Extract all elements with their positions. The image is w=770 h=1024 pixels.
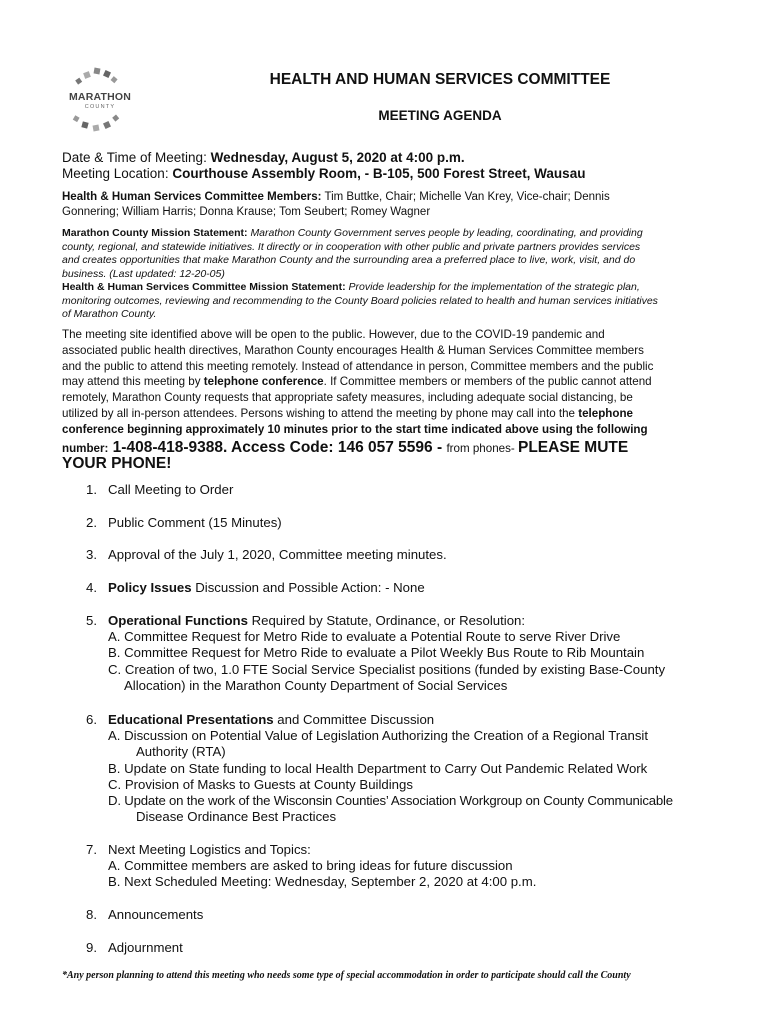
county-mission-statement — [62, 227, 712, 281]
item-text: Announcements — [108, 907, 204, 922]
item-number: 1. — [86, 482, 97, 497]
item-number: 5. — [86, 613, 97, 628]
subitem: A. Discussion on Potential Value of Legislation Authorizing the Creation of a Regional Transit — [108, 728, 649, 743]
agenda-subitems — [108, 858, 708, 891]
item-heading: Educational Presentations — [108, 712, 274, 727]
item-text: Public Comment (15 Minutes) — [108, 515, 282, 530]
item-text: Call Meeting to Order — [108, 482, 234, 497]
county-mission-label: Marathon County Mission Statement: — [62, 227, 248, 239]
meeting-location-value: Courthouse Assembly Room, - B-105, 500 Forest Street, Wausau — [172, 166, 586, 181]
members-line2: Gonnering; William Harris; Donna Krause; Tom Seubert; Romey Wagner — [62, 206, 431, 218]
meeting-date-value: Wednesday, August 5, 2020 at 4:00 p.m. — [210, 150, 465, 165]
subitem-continuation: Allocation) in the Marathon County Department of Social Services — [124, 677, 508, 693]
subitem: C. Provision of Masks to Guests at County Buildings — [108, 776, 413, 792]
agenda-subitems — [108, 728, 708, 826]
notice-text: . If Committee members or members of the public cannot attend — [323, 375, 652, 389]
subitem: A. Committee Request for Metro Ride to evaluate a Potential Route to serve River Drive — [108, 629, 621, 644]
item-number: 3. — [86, 547, 97, 562]
meeting-location — [62, 166, 585, 182]
notice-line: associated public health directives, Marathon County encourages Health & Human Services Committee members — [62, 343, 644, 357]
committee-mission-statement — [62, 281, 712, 322]
item-description: Discussion and Possible Action: - None — [191, 580, 425, 595]
notice-text: from phones- — [446, 441, 518, 455]
members-label: Health & Human Services Committee Members: — [62, 191, 322, 203]
logo-name: MARATHON — [68, 91, 132, 103]
item-number: 7. — [86, 842, 97, 857]
item-text — [108, 580, 708, 596]
phone-number: 1-408-418-9388. Access Code: 146 057 5596 - — [108, 438, 447, 456]
subitem: C. Creation of two, 1.0 FTE Social Service Specialist positions (funded by existing Base-County — [108, 661, 666, 677]
item-text — [108, 613, 708, 629]
county-mission-line1: Marathon County Government serves people by leading, coordinating, and providing — [250, 227, 643, 239]
county-mission-line4: business. (Last updated: 12-20-05) — [62, 267, 225, 280]
committee-mission-line2: monitoring outcomes, reviewing and recommending to the County Board policies related to health and human services initiatives — [62, 294, 658, 307]
notice-line: and the public to attend this meeting remotely. Instead of attendance in person, Committee members and the public — [62, 359, 654, 373]
meeting-date-label: Date & Time of Meeting: — [62, 150, 207, 165]
item-description: Required by Statute, Ordinance, or Resolution: — [247, 613, 526, 628]
notice-emphasis: conference beginning approximately 10 minutes prior to the start time indicated above using the following — [62, 422, 648, 436]
item-text: Adjournment — [108, 940, 183, 955]
covid-notice — [62, 327, 712, 473]
notice-emphasis: telephone conference — [203, 375, 324, 389]
item-text: Next Meeting Logistics and Topics: — [108, 842, 311, 857]
committee-members — [62, 190, 712, 220]
item-number: 6. — [86, 712, 97, 727]
subitem: A. Committee members are asked to bring ideas for future discussion — [108, 858, 513, 873]
subitem: D. Update on the work of the Wisconsin Counties’ Association Workgroup on County Communicable — [108, 793, 673, 809]
page-title: HEALTH AND HUMAN SERVICES COMMITTEE — [269, 71, 611, 88]
county-mission-line3: and creates opportunities that make Marathon County and the surrounding area a preferred place to live, work, visit, and do — [62, 254, 636, 266]
item-description: and Committee Discussion — [273, 712, 435, 727]
item-heading: Operational Functions — [108, 613, 248, 628]
members-line1: Tim Buttke, Chair; Michelle Van Krey, Vice-chair; Dennis — [324, 191, 610, 203]
committee-mission-label: Health & Human Services Committee Mission Statement: — [62, 281, 346, 293]
item-number: 8. — [86, 907, 97, 922]
subitem: B. Next Scheduled Meeting: Wednesday, September 2, 2020 at 4:00 p.m. — [108, 874, 537, 890]
meeting-date — [62, 150, 465, 166]
mute-warning: YOUR PHONE! — [62, 455, 172, 473]
item-text: Approval of the July 1, 2020, Committee meeting minutes. — [108, 547, 447, 562]
notice-emphasis: number: — [62, 441, 109, 455]
notice-text: may attend this meeting by — [62, 375, 204, 389]
subitem: B. Update on State funding to local Health Department to Carry Out Pandemic Related Work — [108, 760, 648, 776]
marathon-county-logo — [58, 64, 142, 136]
notice-emphasis: telephone — [578, 406, 633, 420]
item-heading: Policy Issues — [108, 580, 192, 595]
logo-county: COUNTY — [84, 104, 116, 110]
committee-mission-line1: Provide leadership for the implementation of the strategic plan, — [348, 281, 640, 293]
accommodation-footnote: *Any person planning to attend this meeting who needs some type of special accommodation in order to participate should call the County — [62, 970, 631, 981]
notice-line: The meeting site identified above will be open to the public. However, due to the COVID-19 pandemic and — [62, 328, 605, 341]
meeting-location-label: Meeting Location: — [62, 166, 169, 181]
subitem-continuation: Authority (RTA) — [136, 744, 226, 760]
agenda-subitems — [108, 629, 708, 694]
item-text — [108, 712, 708, 728]
county-mission-line2: county, regional, and statewide initiatives. It directly or in cooperation with other public and private partners provides services — [62, 240, 641, 253]
item-number: 4. — [86, 580, 97, 595]
notice-text: utilized by all in-person attendees. Persons wishing to attend the meeting by phone may call into the — [62, 406, 579, 420]
notice-line: remotely, Marathon County requests that appropriate safety measures, including adequate social distancing, be — [62, 391, 633, 405]
page-subtitle: MEETING AGENDA — [378, 108, 502, 123]
mute-warning: PLEASE MUTE — [517, 438, 629, 456]
subitem-continuation: Disease Ordinance Best Practices — [136, 809, 337, 825]
item-number: 9. — [86, 940, 97, 955]
item-number: 2. — [86, 515, 97, 530]
committee-mission-line3: of Marathon County. — [62, 308, 157, 320]
subitem: B. Committee Request for Metro Ride to evaluate a Pilot Weekly Bus Route to Rib Mountain — [108, 645, 645, 661]
